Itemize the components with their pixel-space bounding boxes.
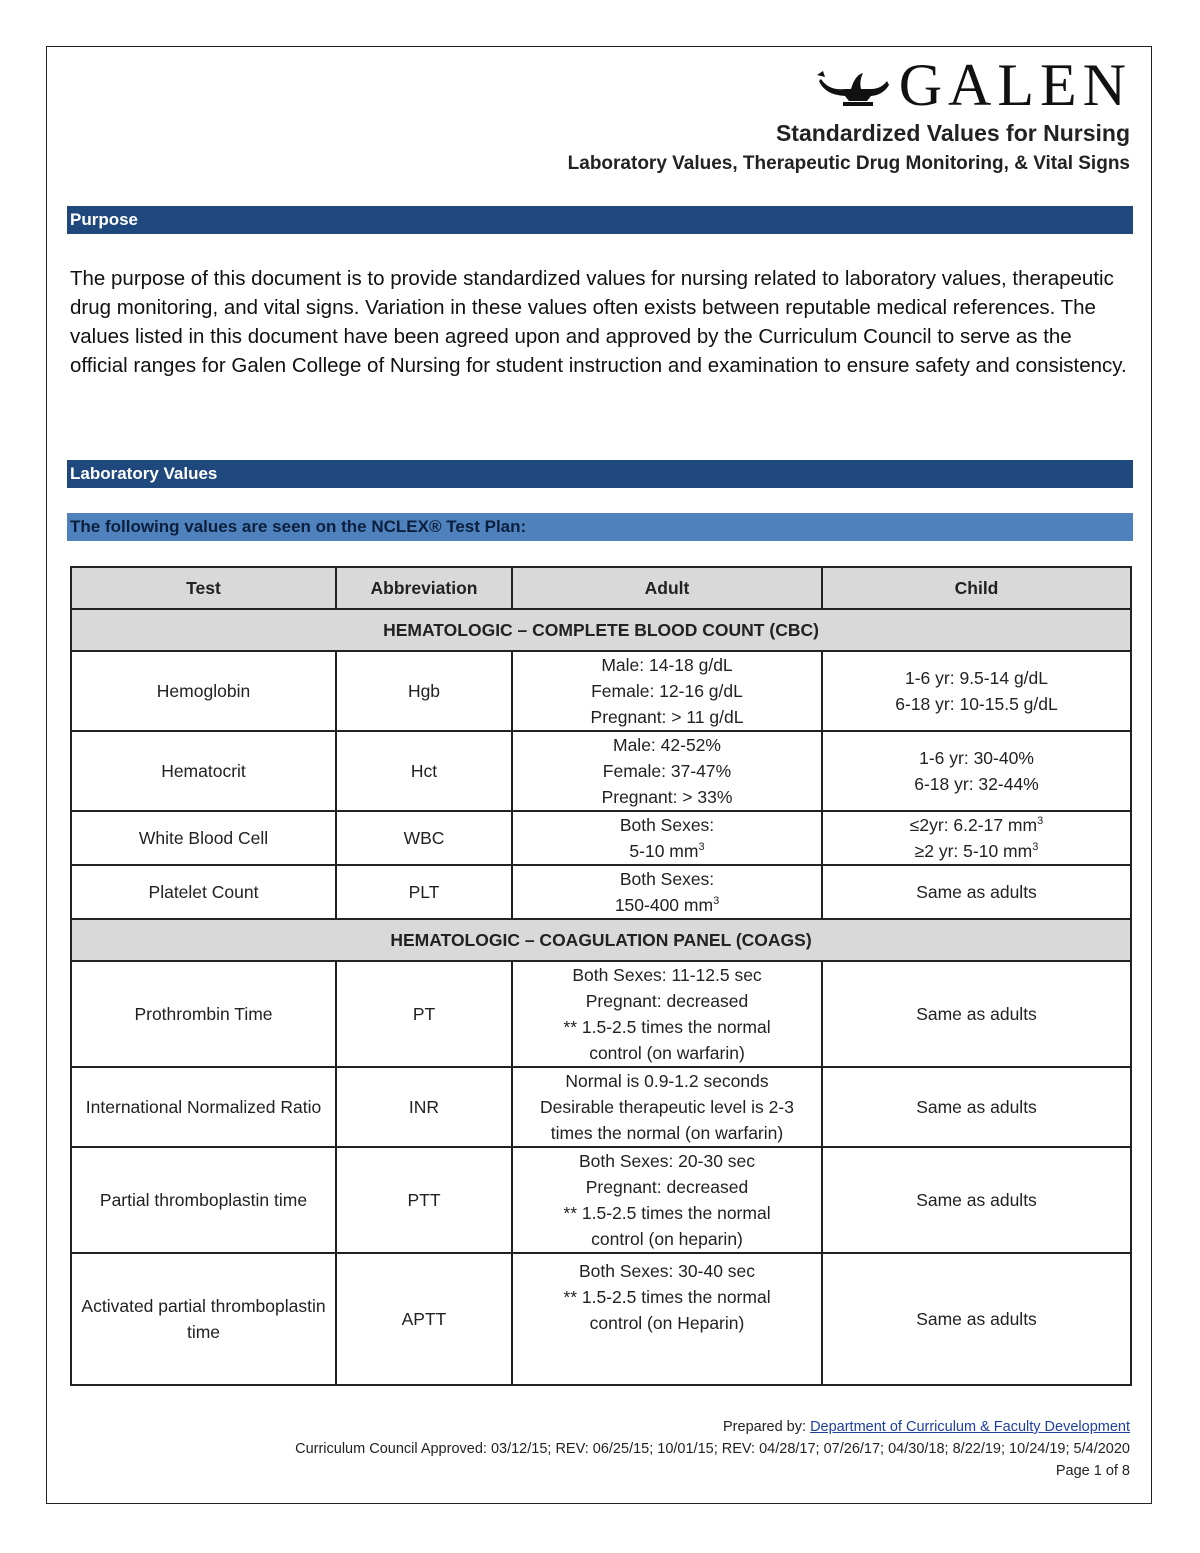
lab-values-heading: Laboratory Values: [67, 460, 1133, 488]
child-value: Same as adults: [822, 961, 1131, 1067]
table-row: [71, 651, 1131, 731]
adult-line-text: 150-400 mm: [614, 895, 714, 915]
adult-line: Male: 42-52%: [613, 735, 721, 755]
adult-value: [512, 1067, 822, 1147]
child-value: Same as adults: [822, 1253, 1131, 1385]
child-value: Same as adults: [822, 1147, 1131, 1253]
child-value: Same as adults: [822, 1067, 1131, 1147]
adult-value: [512, 731, 822, 811]
adult-line: Pregnant: decreased: [585, 991, 749, 1011]
section-coags: HEMATOLOGIC – COAGULATION PANEL (COAGS): [71, 919, 1131, 961]
adult-line: control (on warfarin): [589, 1043, 745, 1063]
adult-line: Pregnant: > 33%: [601, 787, 733, 807]
adult-line: times the normal (on warfarin): [550, 1123, 784, 1143]
test-name: Hematocrit: [71, 731, 336, 811]
table-row: [71, 811, 1131, 865]
adult-value: [512, 1147, 822, 1253]
adult-line: Both Sexes: 20-30 sec: [578, 1151, 756, 1171]
test-abbr: PLT: [336, 865, 512, 919]
column-header-test: Test: [71, 567, 336, 609]
test-abbr: WBC: [336, 811, 512, 865]
superscript: 3: [1032, 841, 1039, 853]
test-abbr: Hct: [336, 731, 512, 811]
adult-line-text: 5-10 mm: [629, 841, 699, 861]
table-row: [71, 961, 1131, 1067]
adult-line: [519, 838, 815, 864]
adult-line: Both Sexes:: [619, 869, 715, 889]
child-line: [829, 838, 1124, 864]
footer-prepared-by: [723, 1419, 1130, 1435]
table-row: [71, 1067, 1131, 1147]
adult-line: Male: 14-18 g/dL: [601, 655, 733, 675]
adult-line: Pregnant: decreased: [585, 1177, 749, 1197]
adult-line: control (on Heparin): [589, 1313, 745, 1333]
test-name: Partial thromboplastin time: [71, 1147, 336, 1253]
adult-line: ** 1.5-2.5 times the normal: [563, 1203, 771, 1223]
test-name: Activated partial thromboplastin time: [71, 1253, 336, 1385]
adult-line: Female: 12-16 g/dL: [591, 681, 743, 701]
child-value: Same as adults: [822, 865, 1131, 919]
adult-line: control (on heparin): [591, 1229, 743, 1249]
adult-line: ** 1.5-2.5 times the normal: [563, 1017, 771, 1037]
child-line-text: ≥2 yr: 5-10 mm: [914, 841, 1033, 861]
footer-approval-history: Curriculum Council Approved: 03/12/15; REV: 06/25/15; 10/01/15; REV: 04/28/17; 07/26/17; 04/30/18; 8/22/19; 10/24/19; 5/4/2020: [295, 1441, 1130, 1457]
child-line: 6-18 yr: 32-44%: [914, 774, 1039, 794]
adult-value: [512, 865, 822, 919]
superscript: 3: [713, 895, 720, 907]
prepared-label: Prepared by:: [723, 1419, 807, 1435]
lamp-icon: [815, 61, 893, 109]
curriculum-department-link[interactable]: Department of Curriculum & Faculty Development: [810, 1419, 1130, 1435]
column-header-adult: Adult: [512, 567, 822, 609]
lab-values-table: [70, 566, 1132, 1386]
child-line: [829, 812, 1124, 838]
superscript: 3: [698, 841, 705, 853]
superscript: 3: [1037, 815, 1044, 827]
child-value: [822, 811, 1131, 865]
adult-value: [512, 961, 822, 1067]
galen-logo: [815, 52, 1132, 118]
section-cbc: HEMATOLOGIC – COMPLETE BLOOD COUNT (CBC): [71, 609, 1131, 651]
adult-line: Female: 37-47%: [602, 761, 732, 781]
test-name: International Normalized Ratio: [71, 1067, 336, 1147]
adult-value: [512, 811, 822, 865]
test-name: White Blood Cell: [71, 811, 336, 865]
adult-line: ** 1.5-2.5 times the normal: [563, 1287, 771, 1307]
child-line: 6-18 yr: 10-15.5 g/dL: [895, 694, 1058, 714]
logo-wordmark: GALEN: [898, 52, 1132, 118]
child-line: 1-6 yr: 30-40%: [919, 748, 1034, 768]
test-abbr: APTT: [336, 1253, 512, 1385]
test-name: Prothrombin Time: [71, 961, 336, 1067]
table-header-row: [71, 567, 1131, 609]
test-name: Platelet Count: [71, 865, 336, 919]
test-abbr: INR: [336, 1067, 512, 1147]
adult-value: [512, 651, 822, 731]
table-row: [71, 865, 1131, 919]
column-header-child: Child: [822, 567, 1131, 609]
child-value: [822, 731, 1131, 811]
test-abbr: Hgb: [336, 651, 512, 731]
adult-line: Both Sexes: 11-12.5 sec: [572, 965, 762, 985]
adult-line: Both Sexes: 30-40 sec: [578, 1261, 756, 1281]
column-header-abbreviation: Abbreviation: [336, 567, 512, 609]
adult-line: [519, 892, 815, 918]
adult-line: Pregnant: > 11 g/dL: [590, 707, 744, 727]
adult-value: [512, 1253, 822, 1385]
page-number: Page 1 of 8: [1055, 1463, 1130, 1479]
nclex-subheading: The following values are seen on the NCLEX® Test Plan:: [67, 513, 1133, 541]
child-line: 1-6 yr: 9.5-14 g/dL: [905, 668, 1048, 688]
adult-line: Both Sexes:: [619, 815, 715, 835]
test-abbr: PTT: [336, 1147, 512, 1253]
table-row: [71, 1147, 1131, 1253]
child-line-text: ≤2yr: 6.2-17 mm: [909, 815, 1038, 835]
purpose-heading: Purpose: [67, 206, 1133, 234]
test-abbr: PT: [336, 961, 512, 1067]
purpose-paragraph: The purpose of this document is to provide standardized values for nursing related to laboratory values, therapeutic drug monitoring, and vital signs. Variation in these values often exists between reputable medical references. The values listed in this document have been agreed upon and approved by the Curriculum Council to serve as the official ranges for Galen College of Nursing for student instruction and examination to ensure safety and consistency.: [70, 267, 1127, 377]
child-value: [822, 651, 1131, 731]
test-name: Hemoglobin: [71, 651, 336, 731]
table-row: [71, 731, 1131, 811]
table-row: [71, 1253, 1131, 1385]
document-title: Standardized Values for Nursing: [775, 120, 1130, 146]
adult-line: Normal is 0.9-1.2 seconds: [565, 1071, 769, 1091]
adult-line: Desirable therapeutic level is 2-3: [540, 1097, 794, 1117]
document-subtitle: Laboratory Values, Therapeutic Drug Monitoring, & Vital Signs: [567, 153, 1130, 174]
